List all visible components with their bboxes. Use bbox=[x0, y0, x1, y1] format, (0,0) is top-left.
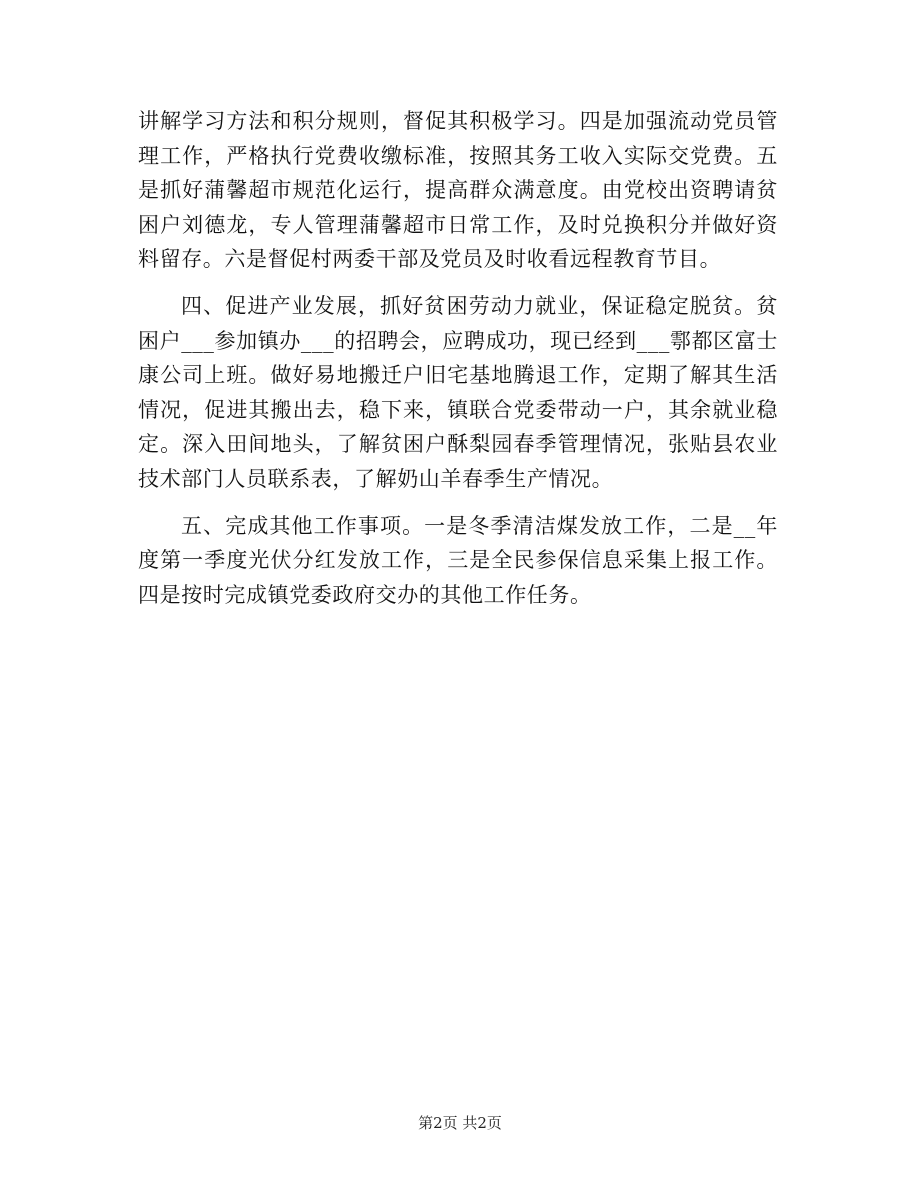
paragraph-section-five: 五、完成其他工作事项。一是冬季清洁煤发放工作，二是__年度第一季度光伏分红发放工作，三是全民参保信息采集上报工作。四是按时完成镇党委政府交办的其他工作任务。 bbox=[138, 513, 778, 607]
page-number-footer: 第2页 共2页 bbox=[418, 1114, 502, 1132]
document-body bbox=[138, 104, 778, 624]
paragraph-section-four: 四、促进产业发展，抓好贫困劳动力就业，保证稳定脱贫。贫困户___参加镇办___的招聘会，应聘成功，现已经到___鄠都区富士康公司上班。做好易地搬迁户旧宅基地腾退工作，定期了解其生活情况，促进其搬出去，稳下来，镇联合党委带动一户，其余就业稳定。深入田间地头，了解贫困户酥梨园春季管理情况，张贴县农业技术部门人员联系表，了解奶山羊春季生产情况。 bbox=[138, 293, 778, 491]
paragraph-continuation: 讲解学习方法和积分规则，督促其积极学习。四是加强流动党员管理工作，严格执行党费收缴标准，按照其务工收入实际交党费。五是抓好蒲馨超市规范化运行，提高群众满意度。由党校出资聘请贫困户刘德龙，专人管理蒲馨超市日常工作，及时兑换积分并做好资料留存。六是督促村两委干部及党员及时收看远程教育节目。 bbox=[138, 109, 778, 272]
